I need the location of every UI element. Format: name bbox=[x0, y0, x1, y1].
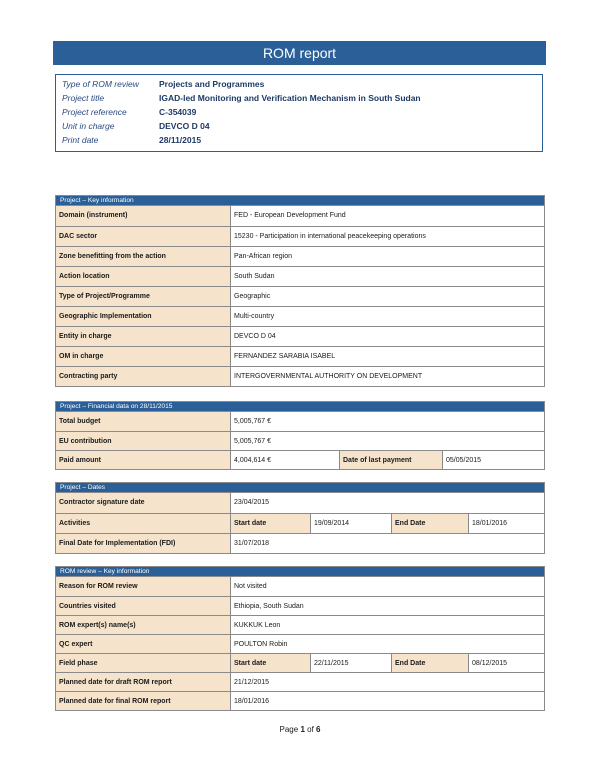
row-label: Entity in charge bbox=[56, 327, 231, 346]
table-row bbox=[56, 326, 544, 346]
row-label: Domain (instrument) bbox=[56, 206, 231, 226]
table-row bbox=[56, 596, 544, 615]
row-label: Contractor signature date bbox=[56, 493, 231, 513]
row-label: QC expert bbox=[56, 635, 231, 653]
row-label: Paid amount bbox=[56, 451, 231, 469]
row-value: Multi-country bbox=[234, 313, 275, 320]
row-value: Pan-African region bbox=[234, 253, 292, 260]
row-label: Type of Project/Programme bbox=[56, 287, 231, 306]
table-row bbox=[56, 226, 544, 246]
info-value: 28/11/2015 bbox=[159, 135, 202, 145]
start-date-label: Start date bbox=[231, 514, 311, 533]
info-value: DEVCO D 04 bbox=[159, 121, 210, 131]
row-label: OM in charge bbox=[56, 347, 231, 366]
table-row bbox=[56, 266, 544, 286]
table-row bbox=[56, 533, 544, 553]
page-number: 1 bbox=[300, 725, 305, 734]
row-label: Total budget bbox=[56, 412, 231, 431]
section-header: Project – Key information bbox=[56, 196, 544, 206]
draft-date-value: 21/12/2015 bbox=[234, 679, 270, 686]
qc-value: POULTON Robin bbox=[234, 641, 288, 648]
project-dates-table bbox=[55, 482, 545, 554]
row-value: Geographic bbox=[234, 293, 271, 300]
eu-contribution-value: 5,005,767 € bbox=[234, 438, 271, 445]
start-date-value: 19/09/2014 bbox=[314, 520, 350, 527]
row-label: EU contribution bbox=[56, 432, 231, 450]
row-label: Final Date for Implementation (FDI) bbox=[56, 534, 231, 553]
row-label: Field phase bbox=[56, 654, 231, 672]
end-date-value: 18/01/2016 bbox=[472, 520, 508, 527]
report-info-box bbox=[55, 74, 543, 152]
row-value: FERNANDEZ SARABIA ISABEL bbox=[234, 353, 336, 360]
table-row bbox=[56, 577, 544, 596]
row-label: Activities bbox=[56, 514, 231, 533]
table-row bbox=[56, 493, 544, 513]
row-value: DEVCO D 04 bbox=[234, 333, 276, 340]
info-key: Unit in charge bbox=[62, 121, 115, 131]
field-end-label: End Date bbox=[391, 654, 469, 672]
info-value: Projects and Programmes bbox=[159, 79, 265, 89]
fdi-value: 31/07/2018 bbox=[234, 540, 270, 547]
page-footer bbox=[0, 725, 600, 734]
section-header: Project – Financial data on 28/11/2015 bbox=[56, 402, 544, 412]
info-value: IGAD-led Monitoring and Verification Mechanism in South Sudan bbox=[159, 93, 421, 103]
contractor-date-value: 23/04/2015 bbox=[234, 499, 270, 506]
row-value: FED - European Development Fund bbox=[234, 212, 346, 219]
table-row bbox=[56, 672, 544, 691]
field-start-value: 22/11/2015 bbox=[314, 660, 349, 667]
table-row bbox=[56, 412, 544, 431]
row-value: 15230 - Participation in international peacekeeping operations bbox=[234, 233, 426, 240]
table-row bbox=[56, 306, 544, 326]
row-label: DAC sector bbox=[56, 227, 231, 246]
page-total: 6 bbox=[316, 725, 321, 734]
report-title: ROM report bbox=[53, 41, 546, 65]
info-value: C-354039 bbox=[159, 107, 197, 117]
table-row bbox=[56, 634, 544, 653]
end-date-label: End Date bbox=[391, 514, 469, 533]
section-header: Project – Dates bbox=[56, 483, 544, 493]
info-key: Project title bbox=[62, 93, 105, 103]
last-payment-value: 05/05/2015 bbox=[446, 457, 482, 464]
page-label: Page bbox=[279, 725, 299, 734]
info-key: Type of ROM review bbox=[62, 79, 139, 89]
field-start-label: Start date bbox=[231, 654, 311, 672]
row-label: ROM expert(s) name(s) bbox=[56, 616, 231, 634]
row-value: INTERGOVERNMENTAL AUTHORITY ON DEVELOPMENT bbox=[234, 373, 423, 380]
countries-value: Ethiopia, South Sudan bbox=[234, 603, 304, 610]
table-row bbox=[56, 615, 544, 634]
table-row bbox=[56, 366, 544, 386]
table-row bbox=[56, 450, 544, 469]
table-row bbox=[56, 513, 544, 533]
row-label: Action location bbox=[56, 267, 231, 286]
of-label: of bbox=[307, 725, 314, 734]
table-row bbox=[56, 431, 544, 450]
total-budget-value: 5,005,767 € bbox=[234, 418, 271, 425]
table-row bbox=[56, 691, 544, 710]
key-information-table bbox=[55, 195, 545, 387]
row-label: Countries visited bbox=[56, 597, 231, 615]
rom-review-table bbox=[55, 566, 545, 711]
table-row bbox=[56, 206, 544, 226]
row-label: Planned date for draft ROM report bbox=[56, 673, 231, 691]
reason-value: Not visited bbox=[234, 583, 267, 590]
row-label: Zone benefitting from the action bbox=[56, 247, 231, 266]
row-label: Reason for ROM review bbox=[56, 577, 231, 596]
field-end-value: 08/12/2015 bbox=[472, 660, 508, 667]
table-row bbox=[56, 246, 544, 266]
paid-amount-value: 4,004,614 € bbox=[234, 457, 271, 464]
final-date-value: 18/01/2016 bbox=[234, 698, 270, 705]
info-key: Project reference bbox=[62, 107, 127, 117]
info-key: Print date bbox=[62, 135, 99, 145]
experts-value: KUKKUK Leon bbox=[234, 622, 281, 629]
table-row bbox=[56, 653, 544, 672]
table-row bbox=[56, 286, 544, 306]
last-payment-label: Date of last payment bbox=[339, 451, 443, 469]
row-value: South Sudan bbox=[234, 273, 275, 280]
row-label: Contracting party bbox=[56, 367, 231, 386]
table-row bbox=[56, 346, 544, 366]
row-label: Planned date for final ROM report bbox=[56, 692, 231, 710]
section-header: ROM review – Key information bbox=[56, 567, 544, 577]
financial-data-table bbox=[55, 401, 545, 470]
row-label: Geographic Implementation bbox=[56, 307, 231, 326]
